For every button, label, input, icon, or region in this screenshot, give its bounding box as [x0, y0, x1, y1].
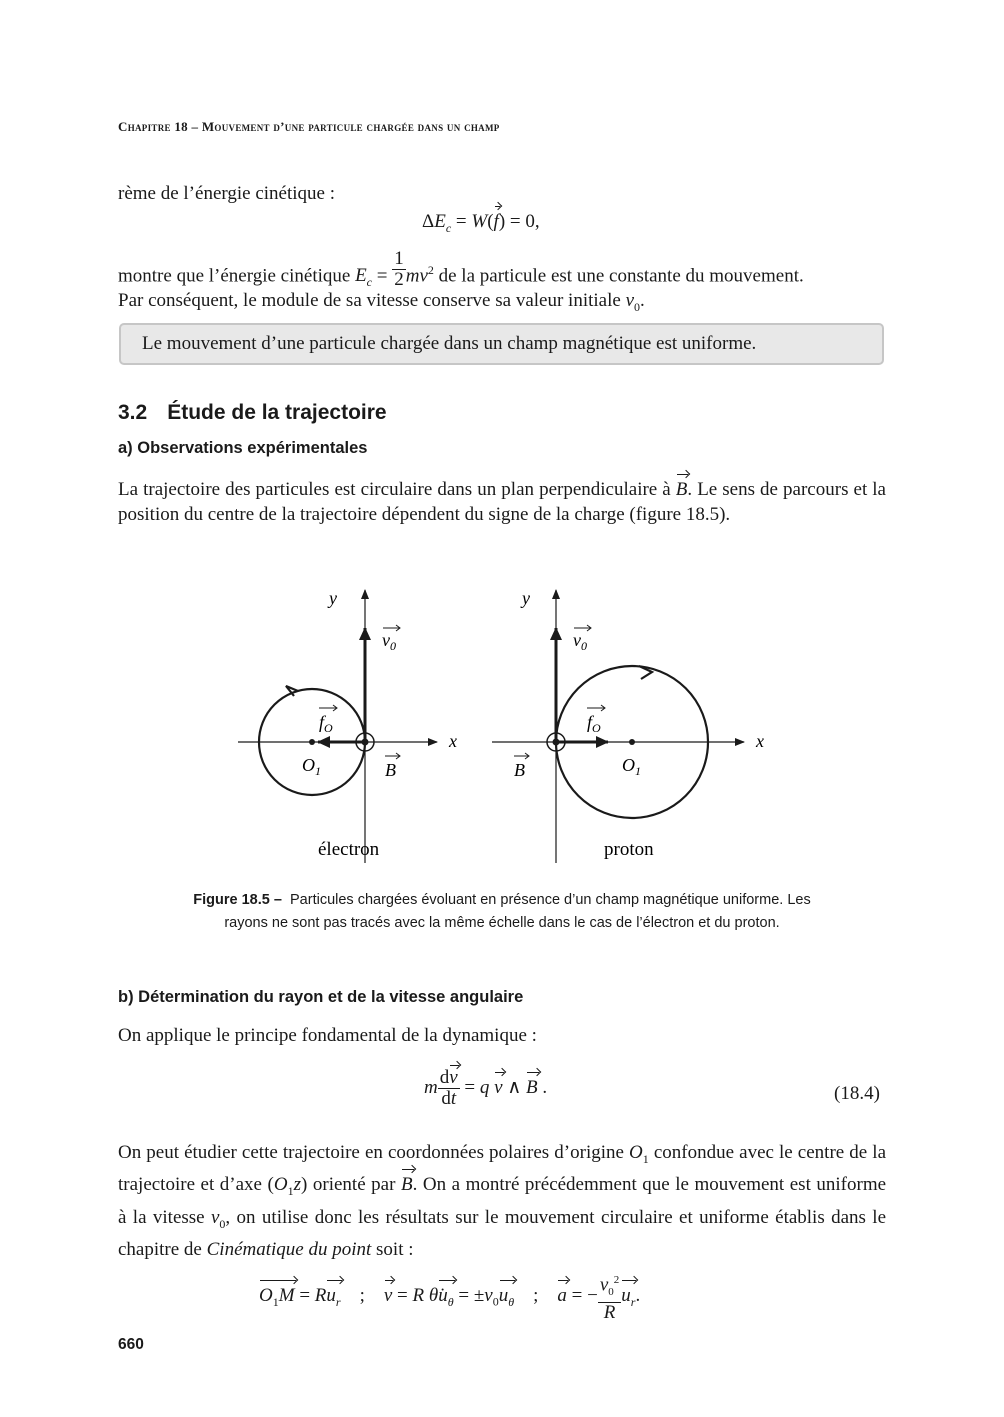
- dynamics-equation: m $\frac{dv}{dt}$ = q v ∧ B .: [424, 1067, 548, 1109]
- figure-caption: Figure 18.5 – Particules chargées évoluant en présence d’un champ magnétique uniforme. Les rayons ne sont pas tracés avec la même échelle dans le cas de l’électron et du proton.: [193, 892, 811, 931]
- proton-o1-label: $O_1$: [622, 755, 641, 778]
- equation-number: (18.4): [834, 1083, 880, 1104]
- electron-center-point: [309, 739, 315, 745]
- electron-b-label: B: [385, 760, 396, 780]
- electron-x-label: x: [449, 731, 457, 751]
- proton-b-label: B: [514, 760, 525, 780]
- electron-o1-label: $O_1$: [302, 755, 321, 778]
- proton-center-point: [629, 739, 635, 745]
- polar-equations: $O_1M = Ru_r$ ; v = R $\thetȧu_\theta = \pm v_0u_\theta$ ; a = − $\frac{v_0^2}{R}$ $u_r$.: [259, 1270, 640, 1323]
- intro-line-1: rème de l’énergie cinétique :: [118, 183, 335, 204]
- highlight-box-text: Le mouvement d’une particule chargée dans un champ magnétique est uniforme.: [142, 333, 757, 354]
- intro-line-3: Par conséquent, le module de sa vitesse conserve sa valeur initiale $v_0$.: [118, 290, 645, 314]
- running-head: Chapitre 18 – Mouvement d’une particule chargée dans un champ: [118, 119, 500, 134]
- subsection-b-paragraph: On peut étudier cette trajectoire en coordonnées polaires d’origine $O_1$ confondue avec le centre de la trajectoire et d’axe $(O_1z)$ orienté par B. On a montré précédemment que le mouvement est uniforme à la vitesse $v_0$, on utilise donc les résultats sur le mouvement circulaire et uniforme établis dans le chapitre de Cinématique du point soit :: [118, 1142, 887, 1260]
- figure-diagram: [230, 580, 790, 880]
- section-heading: 3.2 Étude de la trajectoire: [118, 401, 387, 424]
- proton-fo-label: $f_O$: [587, 712, 601, 735]
- proton-label: proton: [604, 839, 654, 860]
- electron-y-label: y: [329, 588, 337, 608]
- electron-fo-label: $f_O$: [319, 712, 333, 735]
- electron-diagram: [238, 588, 457, 863]
- subsection-b-heading: b) Détermination du rayon et de la vitesse angulaire: [118, 988, 524, 1006]
- subsection-b-intro: On applique le principe fondamental de la dynamique :: [118, 1025, 537, 1046]
- proton-x-label: x: [756, 731, 764, 751]
- page-number: 660: [118, 1336, 144, 1353]
- electron-label: électron: [318, 839, 380, 860]
- proton-v0-label: $v_0$: [573, 630, 587, 653]
- energy-equation: $\Delta E_c = W(f) = 0$,: [422, 211, 540, 235]
- subsection-a-heading: a) Observations expérimentales: [118, 439, 368, 457]
- proton-diagram: [492, 588, 764, 863]
- electron-v0-label: $v_0$: [382, 630, 396, 653]
- proton-y-label: y: [522, 588, 530, 608]
- subsection-a-paragraph: La trajectoire des particules est circulaire dans un plan perpendiculaire à B. Le sens de parcours et la position du centre de la trajectoire dépendent du signe de la charge (figure 18.5).: [118, 479, 886, 525]
- intro-line-2: montre que l’énergie cinétique $E_c$ = $\frac{1}{2}$ $mv^2$ de la particule est une constante du mouvement.: [118, 248, 804, 291]
